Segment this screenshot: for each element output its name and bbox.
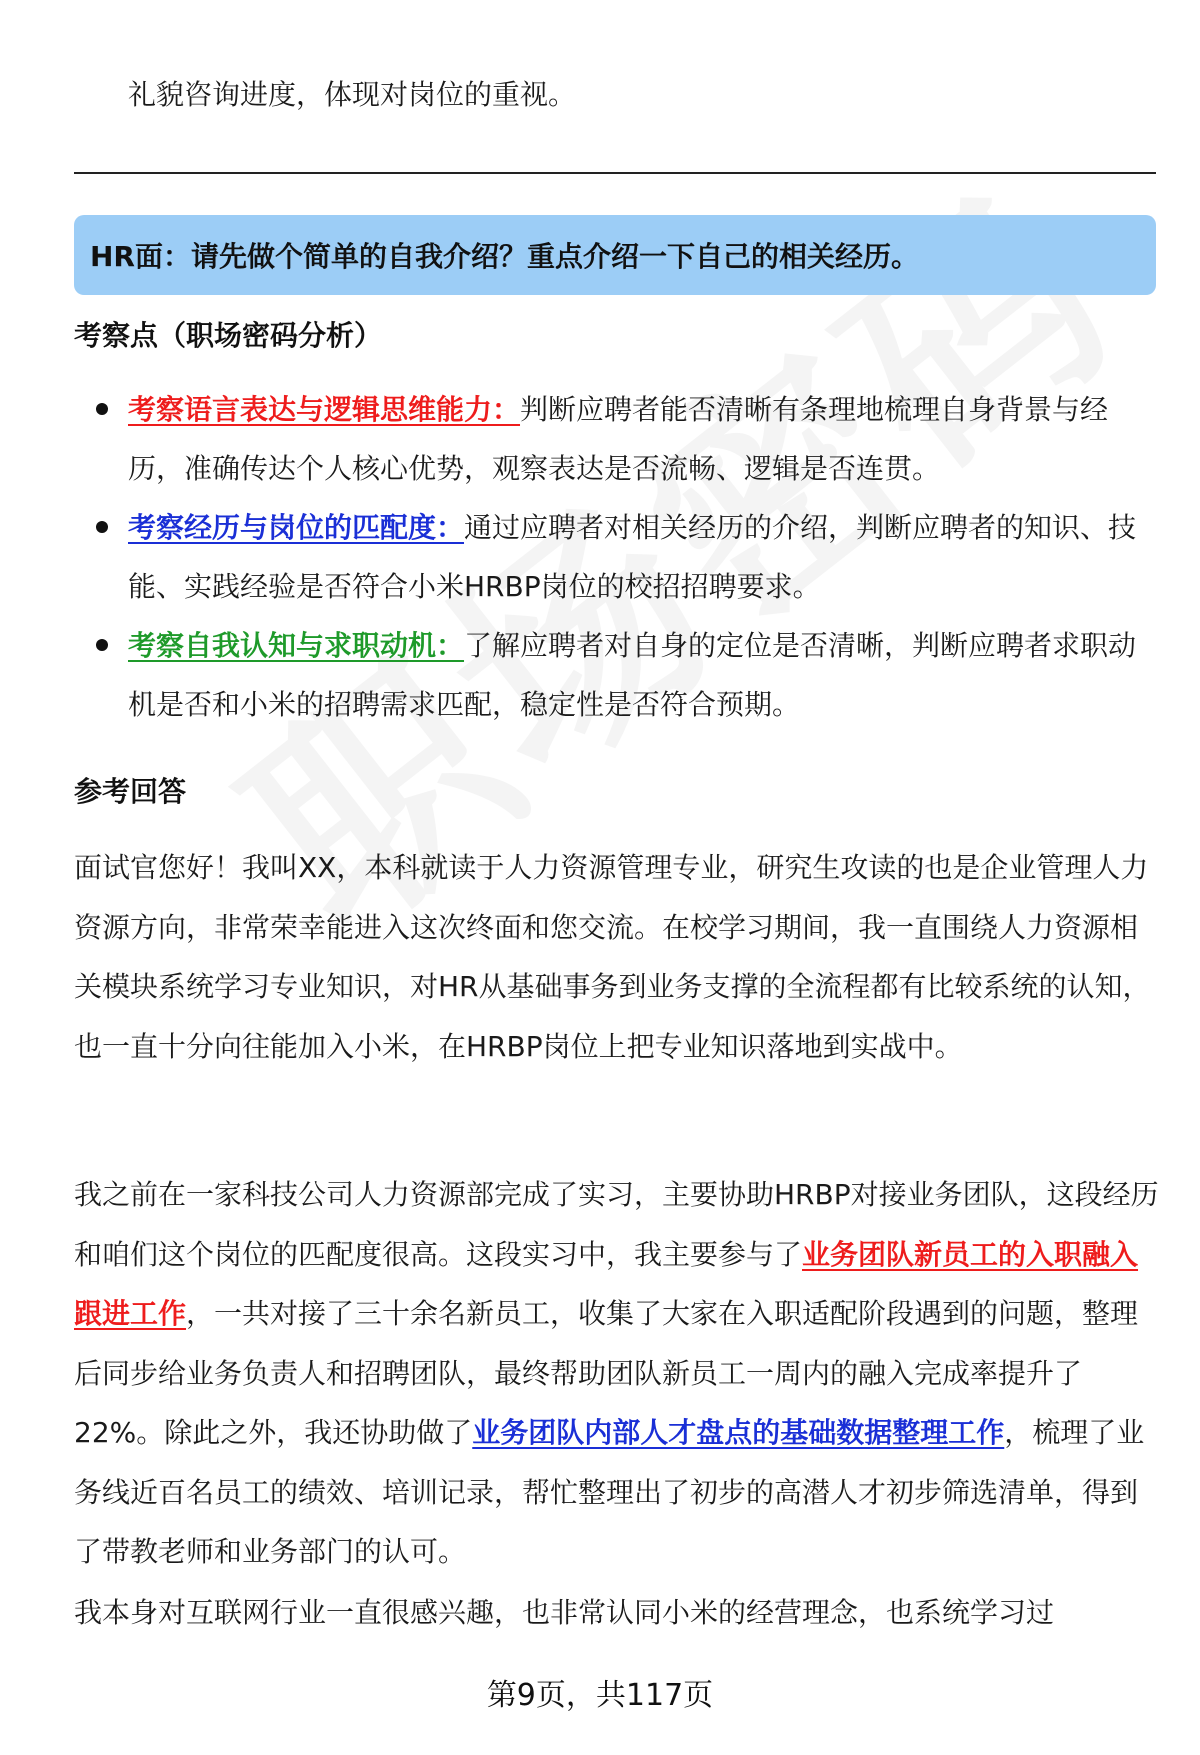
answer-title: 参考回答 [74, 775, 187, 808]
answer-text: ，一共对接了三十余名新员工，收集了大家在入职适配阶段遇到的问题，整理后同步给业务负责人和招聘团队，最终帮助团队新员工一周内的融入完成率提升了22%。除此之外，我还协助做了 [74, 1297, 1139, 1449]
section-divider [74, 172, 1156, 174]
page-number: 第9页，共117页 [486, 1678, 714, 1713]
bullet-label: 考察经历与岗位的匹配度： [128, 511, 465, 544]
question-banner [74, 215, 1156, 295]
highlight-onboarding: 业务团队新员工的入职融入跟进工作 [74, 1237, 1139, 1330]
answer-paragraph-intro: 面试官您好！我叫XX，本科就读于人力资源管理专业，研究生攻读的也是企业管理人力资源方向，非常荣幸能进入这次终面和您交流。在校学习期间，我一直围绕人力资源相关模块系统学习专业知识，对HR从基础事务到业务支撑的全流程都有比较系统的认知，也一直十分向往能加入小米，在HRBP岗位上把专业知识落地到实战中。 [74, 851, 1151, 1063]
answer-paragraph-interest: 我本身对互联网行业一直很感兴趣，也非常认同小米的经营理念，也系统学习过 [74, 1596, 1055, 1629]
answer-text: 我之前在一家科技公司人力资源部完成了实习，主要协助HRBP对接业务团队，这段经历和咱们这个岗位的匹配度很高。这段实习中，我主要参与了 [74, 1178, 1159, 1271]
bullet-dot-icon [96, 639, 108, 651]
bullet-dot-icon [96, 403, 108, 415]
bullet-item-motivation [74, 616, 1156, 734]
analysis-bullet-list [74, 380, 1156, 734]
bullet-item-language [74, 380, 1156, 498]
highlight-talent-review: 业务团队内部人才盘点的基础数据整理工作 [472, 1416, 1005, 1449]
question-text: HR面：请先做个简单的自我介绍？重点介绍一下自己的相关经历。 [90, 240, 919, 273]
analysis-title: 考察点（职场密码分析） [74, 319, 383, 352]
bullet-label: 考察语言表达与逻辑思维能力： [128, 393, 521, 426]
continued-text: 礼貌咨询进度，体现对岗位的重视。 [128, 78, 577, 111]
answer-text: ，梳理了业务线近百名员工的绩效、培训记录，帮忙整理出了初步的高潜人才初步筛选清单，得到了带教老师和业务部门的认可。 [74, 1416, 1145, 1568]
answer-paragraph-internship [74, 1165, 1164, 1582]
bullet-text: 通过应聘者对相关经历的介绍，判断应聘者的知识、技能、实践经验是否符合小米HRBP岗位的校招招聘要求。 [128, 511, 1137, 603]
bullet-text: 判断应聘者能否清晰有条理地梳理自身背景与经历，准确传达个人核心优势，观察表达是否流畅、逻辑是否连贯。 [128, 393, 1109, 485]
bullet-dot-icon [96, 521, 108, 533]
bullet-text: 了解应聘者对自身的定位是否清晰，判断应聘者求职动机是否和小米的招聘需求匹配，稳定性是否符合预期。 [128, 629, 1137, 721]
bullet-item-match [74, 498, 1156, 616]
bullet-label: 考察自我认知与求职动机： [128, 629, 465, 662]
